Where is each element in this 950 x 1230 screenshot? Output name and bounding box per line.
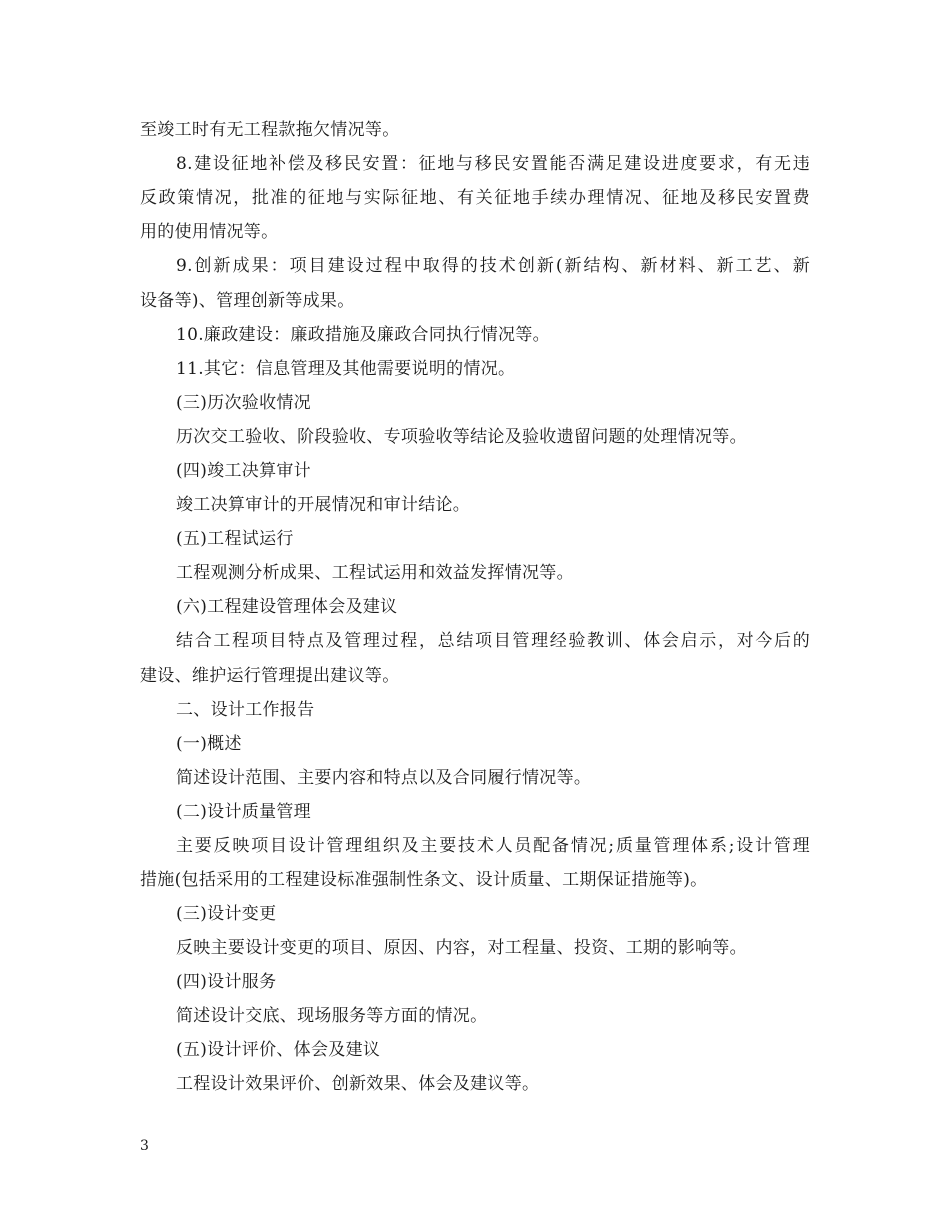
text-line: 用的使用情况等。 [140,222,279,242]
text-line: 11.其它：信息管理及其他需要说明的情况。 [176,359,516,379]
text-line: 历次交工验收、阶段验收、专项验收等结论及验收遗留问题的处理情况等。 [176,427,747,447]
text-line: 简述设计范围、主要内容和特点以及合同履行情况等。 [176,768,592,788]
section-heading: (三)设计变更 [176,904,277,924]
section-heading: (二)设计质量管理 [176,802,311,822]
text-line: 工程观测分析成果、工程试运用和效益发挥情况等。 [176,563,574,583]
text-line: 9.创新成果：项目建设过程中取得的技术创新(新结构、新材料、新工艺、新 [176,256,810,276]
text-line: 工程设计效果评价、创新效果、体会及建议等。 [176,1074,540,1094]
text-line: 8.建设征地补偿及移民安置：征地与移民安置能否满足建设进度要求，有无违 [176,154,810,174]
chapter-heading: 二、设计工作报告 [176,700,315,720]
section-heading: (六)工程建设管理体会及建议 [176,597,398,617]
text-line: 竣工决算审计的开展情况和审计结论。 [176,495,471,515]
text-line: 至竣工时有无工程款拖欠情况等。 [140,120,400,140]
section-heading: (三)历次验收情况 [176,393,311,413]
text-line: 10.廉政建设：廉政措施及廉政合同执行情况等。 [176,325,550,345]
text-line: 反映主要设计变更的项目、原因、内容，对工程量、投资、工期的影响等。 [176,938,747,958]
section-heading: (五)设计评价、体会及建议 [176,1040,381,1060]
text-line: 建设、维护运行管理提出建议等。 [140,666,400,686]
text-line: 简述设计交底、现场服务等方面的情况。 [176,1006,488,1026]
section-heading: (一)概述 [176,734,242,754]
text-line: 设备等)、管理创新等成果。 [140,291,355,311]
text-line: 反政策情况，批准的征地与实际征地、有关征地手续办理情况、征地及移民安置费 [140,188,810,208]
text-line: 措施(包括采用的工程建设标准强制性条文、设计质量、工期保证措施等)。 [140,870,708,890]
text-line: 结合工程项目特点及管理过程，总结项目管理经验教训、体会启示，对今后的 [176,631,810,651]
section-heading: (四)设计服务 [176,972,277,992]
section-heading: (四)竣工决算审计 [176,461,311,481]
page-number: 3 [140,1138,149,1154]
text-line: 主要反映项目设计管理组织及主要技术人员配备情况;质量管理体系;设计管理 [176,836,810,856]
section-heading: (五)工程试运行 [176,529,294,549]
